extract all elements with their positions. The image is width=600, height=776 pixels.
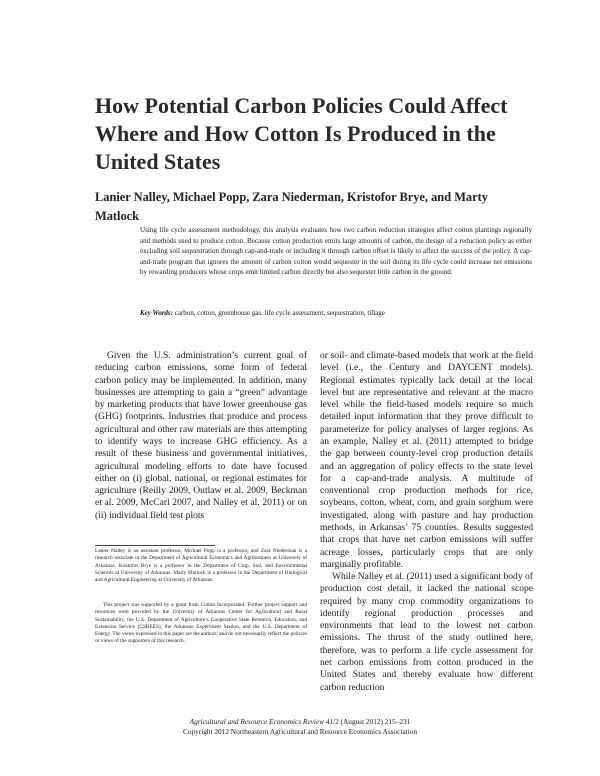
abstract: Using life cycle assessment methodology, this analysis evaluates how two carbon reduction strategies affect cotton plantings regionally and methods used to produce cotton. Because cotton production emits large amounts of carbon, the design of a reduction policy as either excluding soil sequestration through cap-and-trade or including it through carbon offset is likely to affect the success of the policy. A cap-and-trade program that ignores the amount of carbon cotton would sequester in the soil during its life cycle could increase net emissions by rewarding producers whose crops emit limited carbon directly but also sequester little carbon in the ground. (140, 226, 532, 277)
article-authors: Lanier Nalley, Michael Popp, Zara Niederman, Kristofor Brye, and Marty Matlock (95, 190, 488, 223)
right-paragraph-2: While Nalley et al. (2011) used a significant body of production cost detail, it lacked the national scope required by many crop commodity organizations to identify regional production processes and environments that lead to the lowest net carbon emissions. The thrust of the study outlined here, therefore, was to perform a life cycle assessment for net carbon emissions from cotton produced in the United States and thereby evaluate how different carbon reduction (320, 571, 533, 693)
footnote-funding: This project was supported by a grant from Cotton Incorporated. Further project support and resources were provided by the University of Arkansas Center for Agricultural and Rural Sustainability, the U.S. Department of Agriculture’s Cooperative State Research, Education, and Extension Service (CSREES), the Arkansas Experiment Station, and the U.S. Department of Energy. The views expressed in this paper are the authors’ and do not necessarily reflect the policies or views of the supporters of this research. (95, 602, 307, 645)
footnote-affiliations: Lanier Nalley is an assistant professor, Michael Popp is a professor, and Zara Niederman is a research associate in the Department of Agricultural Economics and Agribusiness at University of Arkansas. Kristofor Brye is a professor in the Department of Crop, Soil, and Environmental Sciences at University of Arkansas. Marty Matlock is a professor in the Department of Biological and Agricultural Engineering at University of Arkansas. (95, 548, 307, 584)
journal-name: Agricultural and Resource Economics Review (189, 717, 324, 726)
journal-footer (0, 717, 600, 738)
keywords-list: carbon, cotton, greenhouse gas, life cycle assessment, sequestration, tillage (173, 309, 385, 317)
footnote-divider (95, 545, 215, 546)
journal-copyright: Copyright 2012 Northeastern Agricultural and Resource Economics Association (182, 727, 418, 737)
right-paragraph-1: or soil- and climate-based models that work at the field level (i.e., the Century and DAYCENT models). Regional estimates typically lack detail at the local level but are representative and relevant at the macro level while the field-based models require so much detailed input information that they prove difficult to parameterize for policy analyses of larger regions. As an example, Nalley et al. (2011) attempted to bridge the gap between county-level crop production details and an aggregation of policy effects to the state level for a cap-and-trade analysis. A multitude of conventional crop production methods for rice, soybeans, cotton, wheat, corn, and grain sorghum were investigated, along with pasture and hay production methods, in Arkansas’ 75 counties. Results suggested that crops that have net carbon emissions will suffer acreage losses, particularly crops that are only marginally profitable. (320, 350, 533, 570)
article-title: How Potential Carbon Policies Could Affect Where and How Cotton Is Produced in the United States (95, 93, 508, 174)
journal-issue: 41/2 (August 2012) 215–231 (323, 717, 411, 726)
keywords-label: Key Words: (140, 309, 173, 317)
body-right-column (320, 350, 533, 694)
keywords-line (140, 308, 532, 318)
journal-citation (0, 717, 600, 727)
body-left-column: Given the U.S. administration’s current goal of reducing carbon emissions, some form of federal carbon policy may be implemented. In addition, many businesses are attempting to gain a “green” advantage by marketing products that have lower greenhouse gas (GHG) footprints. Industries that produce and process agricultural and other raw materials are thus attempting to identify ways to increase GHG efficiency. As a result of these business and governmental initiatives, agricultural modeling efforts to date have focused either on (i) global, national, or regional estimates for agriculture (Reilly 2009, Outlaw et al. 2009, Beckman et al. 2009, McCarl 2007, and Nalley et al. 2011) or on (ii) individual field test plots (95, 350, 307, 521)
